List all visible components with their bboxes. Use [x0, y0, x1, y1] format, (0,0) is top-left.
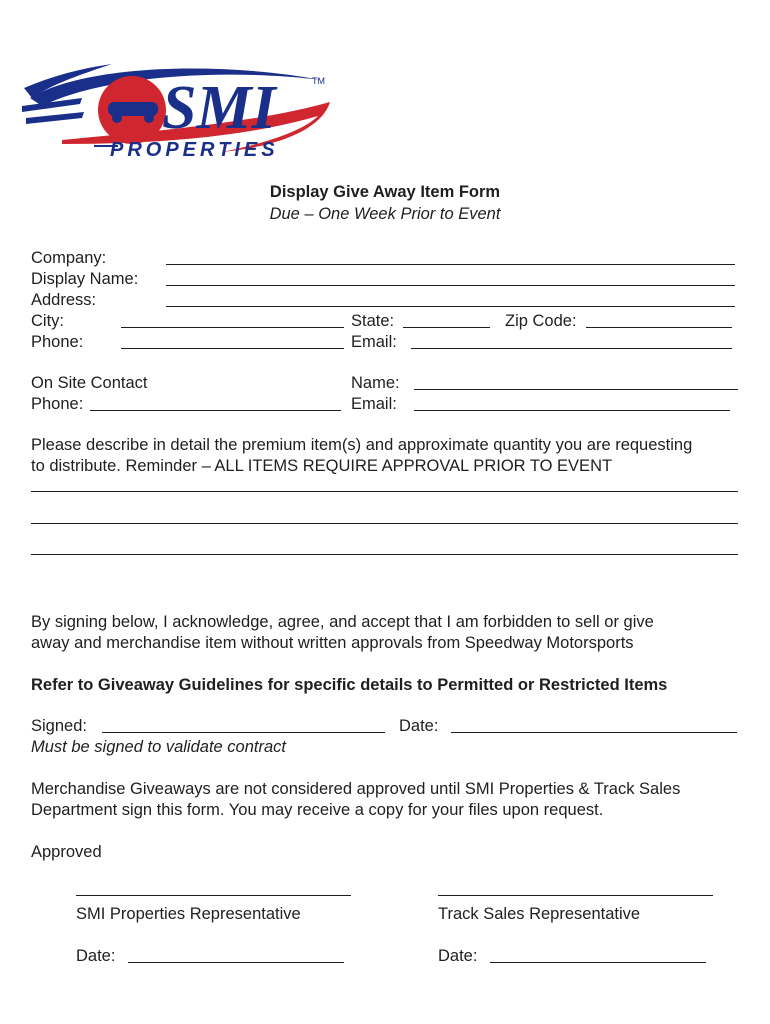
logo-trademark: TM: [312, 76, 325, 86]
onsite-phone-label: Phone:: [31, 395, 84, 413]
acknowledgment-text-1: By signing below, I acknowledge, agree, and accept that I am forbidden to sell or give: [31, 613, 654, 631]
track-rep-title: Track Sales Representative: [438, 905, 641, 923]
description-field-2[interactable]: [31, 523, 738, 524]
city-field[interactable]: [121, 327, 344, 328]
phone-label: Phone:: [31, 333, 84, 351]
signed-date-field[interactable]: [451, 732, 737, 733]
address-field[interactable]: [166, 306, 735, 307]
state-field[interactable]: [403, 327, 490, 328]
phone-field[interactable]: [121, 348, 344, 349]
signed-date-label: Date:: [399, 717, 439, 735]
onsite-email-field[interactable]: [414, 410, 730, 411]
zip-field[interactable]: [586, 327, 732, 328]
smi-rep-title: SMI Properties Representative: [76, 905, 301, 923]
approval-notice-2: Department sign this form. You may receive a copy for your files upon request.: [31, 801, 604, 819]
form-title: Display Give Away Item Form: [269, 183, 501, 201]
address-label: Address:: [31, 291, 97, 309]
smi-properties-logo: [22, 58, 342, 168]
smi-rep-date-field[interactable]: [128, 962, 344, 963]
onsite-heading: On Site Contact: [31, 374, 148, 392]
onsite-name-label: Name:: [351, 374, 400, 392]
logo-sub-text: PROPERTIES: [110, 139, 279, 161]
signature-field[interactable]: [102, 732, 385, 733]
smi-rep-signature-field[interactable]: [76, 895, 351, 896]
state-label: State:: [351, 312, 395, 330]
acknowledgment-text-2: away and merchandise item without written approvals from Speedway Motorsports: [31, 634, 634, 652]
guidelines-text: Refer to Giveaway Guidelines for specific details to Permitted or Restricted Items: [31, 676, 668, 694]
signed-label: Signed:: [31, 717, 87, 735]
track-rep-date-label: Date:: [438, 947, 478, 965]
description-text-2: to distribute. Reminder – ALL ITEMS REQUIRE APPROVAL PRIOR TO EVENT: [31, 457, 613, 475]
onsite-name-field[interactable]: [414, 389, 738, 390]
logo-main-text: SMI: [162, 74, 276, 142]
description-field-3[interactable]: [31, 554, 738, 555]
signature-note: Must be signed to validate contract: [31, 738, 286, 756]
company-label: Company:: [31, 249, 107, 267]
onsite-phone-field[interactable]: [90, 410, 341, 411]
zip-label: Zip Code:: [505, 312, 577, 330]
company-field[interactable]: [166, 264, 735, 265]
email-field[interactable]: [411, 348, 732, 349]
display-name-label: Display Name:: [31, 270, 139, 288]
display-name-field[interactable]: [166, 285, 735, 286]
approved-label: Approved: [31, 843, 102, 861]
approval-notice-1: Merchandise Giveaways are not considered approved until SMI Properties & Track Sales: [31, 780, 681, 798]
email-label: Email:: [351, 333, 397, 351]
onsite-email-label: Email:: [351, 395, 397, 413]
form-subtitle: Due – One Week Prior to Event: [269, 205, 501, 223]
description-text-1: Please describe in detail the premium item(s) and approximate quantity you are requesting: [31, 436, 693, 454]
track-rep-date-field[interactable]: [490, 962, 706, 963]
track-rep-signature-field[interactable]: [438, 895, 713, 896]
smi-rep-date-label: Date:: [76, 947, 116, 965]
city-label: City:: [31, 312, 64, 330]
description-field-1[interactable]: [31, 491, 738, 492]
